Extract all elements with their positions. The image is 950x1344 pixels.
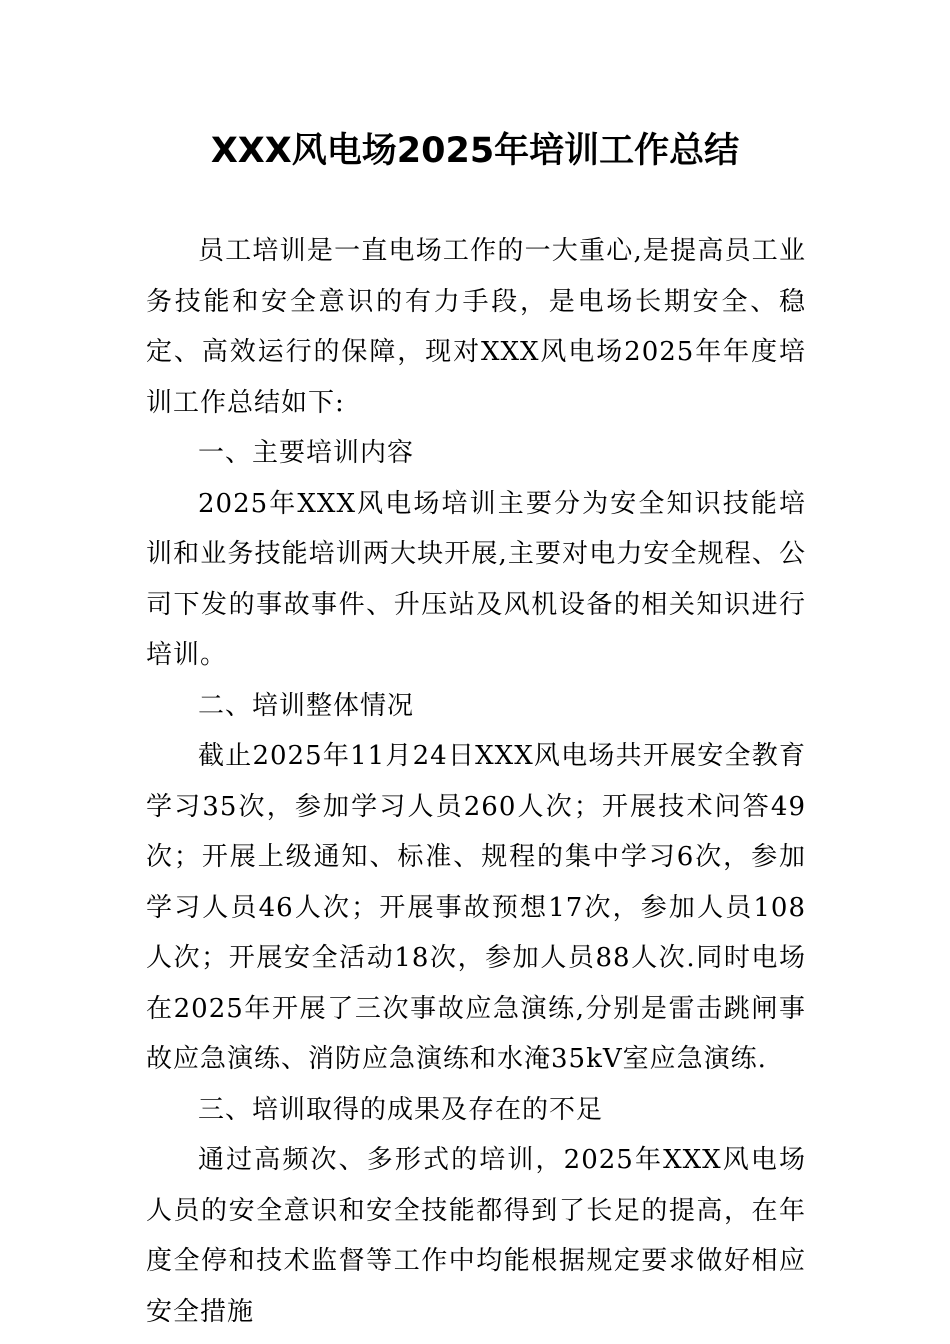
section-2-paragraph: 截止2025年11月24日XXX风电场共开展安全教育学习35次，参加学习人员260人次；开展技术问答49次；开展上级通知、标准、规程的集中学习6次，参加学习人员46人次；开展事故预想17次，参加人员108人次；开展安全活动18次，参加人员88人次.同时电场在2025年开展了三次事故应急演练,分别是雷击跳闸事故应急演练、消防应急演练和水淹35kV室应急演练. <box>146 741 806 1074</box>
document-body <box>146 226 806 1337</box>
section-heading-1: 一、主要培训内容 <box>198 438 415 468</box>
section-3-paragraph: 通过高频次、多形式的培训，2025年XXX风电场人员的安全意识和安全技能都得到了长足的提高，在年度全停和技术监督等工作中均能根据规定要求做好相应安全措施 <box>146 1145 806 1327</box>
section-heading-2: 二、培训整体情况 <box>198 690 415 721</box>
section-1-paragraph: 2025年XXX风电场培训主要分为安全知识技能培训和业务技能培训两大块开展,主要对电力安全规程、公司下发的事故事件、升压站及风机设备的相关知识进行培训。 <box>146 488 806 670</box>
section-heading-3: 三、培训取得的成果及存在的不足 <box>198 1094 604 1125</box>
document-title: XXX风电场2025年培训工作总结 <box>210 131 740 171</box>
intro-paragraph: 员工培训是一直电场工作的一大重心,是提高员工业务技能和安全意识的有力手段，是电场长期安全、稳定、高效运行的保障，现对XXX风电场2025年年度培训工作总结如下: <box>146 236 806 418</box>
